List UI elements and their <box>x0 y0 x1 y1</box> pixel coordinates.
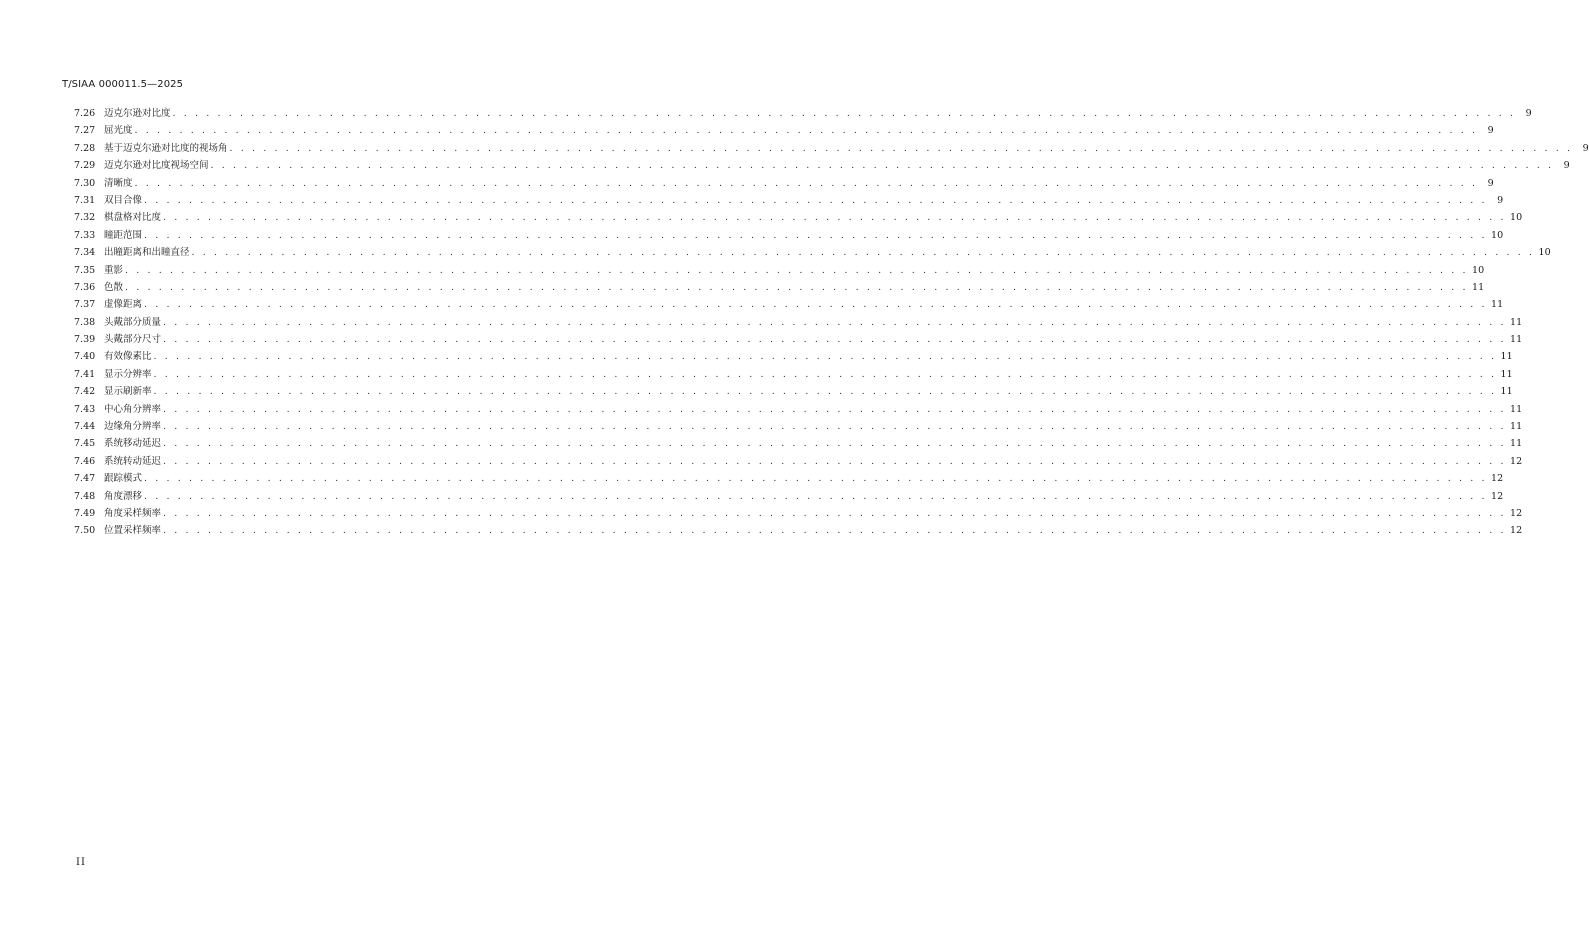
toc-entry[interactable] <box>74 140 1589 157</box>
toc-dot-leader: . . . . . . . . . . . . . . . . . . . . . . . . . . . . . . . . . . . . . . . . . . . . . . . . . . . . . . . . . . . . . . . . . . . . . . . . . . . . . . . . . . . . . . . . . . . . . . . . . . . . . . . . . . . . . . . . . . . . . . . . <box>125 281 1469 293</box>
toc-entry[interactable] <box>74 383 1513 400</box>
toc-entry-page: 11 <box>1500 351 1513 363</box>
toc-entry-title: 清晰度 <box>104 177 133 189</box>
toc-entry-title: 跟踪模式 <box>104 473 143 485</box>
toc-dot-leader: . . . . . . . . . . . . . . . . . . . . . . . . . . . . . . . . . . . . . . . . . . . . . . . . . . . . . . . . . . . . . . . . . . . . . . . . . . . . . . . . . . . . . . . . . . . . . . . . . . . . . . . . . . . . . . . . . . . . . . . . <box>163 438 1507 450</box>
toc-entry-title: 位置采样频率 <box>104 525 162 537</box>
toc-dot-leader: . . . . . . . . . . . . . . . . . . . . . . . . . . . . . . . . . . . . . . . . . . . . . . . . . . . . . . . . . . . . . . . . . . . . . . . . . . . . . . . . . . . . . . . . . . . . . . . . . . . . . . . . . . . . . . . . . . . . . . . . <box>144 299 1488 311</box>
toc-dot-leader: . . . . . . . . . . . . . . . . . . . . . . . . . . . . . . . . . . . . . . . . . . . . . . . . . . . . . . . . . . . . . . . . . . . . . . . . . . . . . . . . . . . . . . . . . . . . . . . . . . . . . . . . . . . . . . . . . . . . . . . . <box>163 525 1507 537</box>
toc-entry-title: 中心角分辨率 <box>104 403 162 415</box>
toc-entry[interactable] <box>74 105 1532 122</box>
toc-entry-page: 9 <box>1487 125 1494 137</box>
toc-entry[interactable] <box>74 227 1504 244</box>
toc-entry-title: 棋盘格对比度 <box>104 212 162 224</box>
toc-entry-page: 12 <box>1491 490 1504 502</box>
toc-entry-title: 基于迈克尔逊对比度的视场角 <box>104 142 228 154</box>
toc-entry[interactable] <box>74 401 1523 418</box>
toc-entry[interactable] <box>74 366 1513 383</box>
toc-entry-number: 7.49 <box>74 507 96 519</box>
toc-entry-title: 角度采样频率 <box>104 507 162 519</box>
toc-dot-leader: . . . . . . . . . . . . . . . . . . . . . . . . . . . . . . . . . . . . . . . . . . . . . . . . . . . . . . . . . . . . . . . . . . . . . . . . . . . . . . . . . . . . . . . . . . . . . . . . . . . . . . . . . . . . . . . . . . . . . . . . <box>134 125 1478 137</box>
toc-entry[interactable] <box>74 331 1523 348</box>
toc-entry-number: 7.46 <box>74 455 96 467</box>
toc-entry[interactable] <box>74 348 1513 365</box>
toc-dot-leader: . . . . . . . . . . . . . . . . . . . . . . . . . . . . . . . . . . . . . . . . . . . . . . . . . . . . . . . . . . . . . . . . . . . . . . . . . . . . . . . . . . . . . . . . . . . . . . . . . . . . . . . . . . . . . . . . . . . . . . . . <box>163 455 1507 467</box>
toc-entry-number: 7.32 <box>74 212 96 224</box>
toc-dot-leader: . . . . . . . . . . . . . . . . . . . . . . . . . . . . . . . . . . . . . . . . . . . . . . . . . . . . . . . . . . . . . . . . . . . . . . . . . . . . . . . . . . . . . . . . . . . . . . . . . . . . . . . . . . . . . . . . . . . . . . . . <box>163 334 1507 346</box>
toc-entry[interactable] <box>74 488 1504 505</box>
toc-entry-title: 重影 <box>104 264 124 276</box>
toc-entry-page: 12 <box>1510 507 1523 519</box>
toc-entry-number: 7.41 <box>74 368 96 380</box>
toc-dot-leader: . . . . . . . . . . . . . . . . . . . . . . . . . . . . . . . . . . . . . . . . . . . . . . . . . . . . . . . . . . . . . . . . . . . . . . . . . . . . . . . . . . . . . . . . . . . . . . . . . . . . . . . . . . . . . . . . . . . . . . . . <box>163 316 1507 328</box>
toc-entry-title: 边缘角分辨率 <box>104 421 162 433</box>
toc-entry[interactable] <box>74 314 1523 331</box>
toc-entry-number: 7.43 <box>74 403 96 415</box>
toc-entry-title: 系统转动延迟 <box>104 455 162 467</box>
toc-entry[interactable] <box>74 122 1494 139</box>
toc-entry-page: 11 <box>1510 438 1523 450</box>
toc-entry-page: 11 <box>1491 299 1504 311</box>
toc-entry-title: 色散 <box>104 281 124 293</box>
toc-entry-number: 7.37 <box>74 299 96 311</box>
toc-dot-leader: . . . . . . . . . . . . . . . . . . . . . . . . . . . . . . . . . . . . . . . . . . . . . . . . . . . . . . . . . . . . . . . . . . . . . . . . . . . . . . . . . . . . . . . . . . . . . . . . . . . . . . . . . . . . . . . . . . . . . . . . <box>191 247 1535 259</box>
toc-dot-leader: . . . . . . . . . . . . . . . . . . . . . . . . . . . . . . . . . . . . . . . . . . . . . . . . . . . . . . . . . . . . . . . . . . . . . . . . . . . . . . . . . . . . . . . . . . . . . . . . . . . . . . . . . . . . . . . . . . . . . . . . <box>210 160 1554 172</box>
toc-entry-page: 9 <box>1525 108 1532 119</box>
toc-entry-title: 瞳距范围 <box>104 229 143 241</box>
toc-entry-page: 12 <box>1510 525 1523 537</box>
toc-entry-page: 9 <box>1487 177 1494 189</box>
toc-entry-page: 11 <box>1510 403 1523 415</box>
toc-entry-number: 7.28 <box>74 142 96 154</box>
toc-dot-leader: . . . . . . . . . . . . . . . . . . . . . . . . . . . . . . . . . . . . . . . . . . . . . . . . . . . . . . . . . . . . . . . . . . . . . . . . . . . . . . . . . . . . . . . . . . . . . . . . . . . . . . . . . . . . . . . . . . . . . . . . <box>144 473 1488 485</box>
toc-dot-leader: . . . . . . . . . . . . . . . . . . . . . . . . . . . . . . . . . . . . . . . . . . . . . . . . . . . . . . . . . . . . . . . . . . . . . . . . . . . . . . . . . . . . . . . . . . . . . . . . . . . . . . . . . . . . . . . . . . . . . . . . <box>163 403 1507 415</box>
toc-entry[interactable] <box>74 157 1570 174</box>
toc-dot-leader: . . . . . . . . . . . . . . . . . . . . . . . . . . . . . . . . . . . . . . . . . . . . . . . . . . . . . . . . . . . . . . . . . . . . . . . . . . . . . . . . . . . . . . . . . . . . . . . . . . . . . . . . . . . . . . . . . . . . . . . . <box>144 229 1488 241</box>
toc-entry-page: 10 <box>1472 264 1485 276</box>
toc-entry[interactable] <box>74 435 1523 452</box>
toc-entry-title: 角度漂移 <box>104 490 143 502</box>
toc-entry-number: 7.33 <box>74 229 96 241</box>
toc-entry[interactable] <box>74 453 1523 470</box>
toc-entry-number: 7.50 <box>74 525 96 537</box>
toc-entry-title: 虚像距离 <box>104 299 143 311</box>
toc-entry-title: 出瞳距离和出瞳直径 <box>104 247 190 259</box>
toc-entry-number: 7.36 <box>74 281 96 293</box>
toc-dot-leader: . . . . . . . . . . . . . . . . . . . . . . . . . . . . . . . . . . . . . . . . . . . . . . . . . . . . . . . . . . . . . . . . . . . . . . . . . . . . . . . . . . . . . . . . . . . . . . . . . . . . . . . . . . . . . . . . . . . . . . . . <box>144 490 1488 502</box>
toc-entry-title: 有效像素比 <box>104 351 152 363</box>
toc-dot-leader: . . . . . . . . . . . . . . . . . . . . . . . . . . . . . . . . . . . . . . . . . . . . . . . . . . . . . . . . . . . . . . . . . . . . . . . . . . . . . . . . . . . . . . . . . . . . . . . . . . . . . . . . . . . . . . . . . . . . . . . . <box>172 108 1516 119</box>
toc-entry-page: 11 <box>1510 334 1523 346</box>
toc-entry-number: 7.39 <box>74 334 96 346</box>
toc-entry-number: 7.42 <box>74 386 96 398</box>
toc-entry[interactable] <box>74 279 1485 296</box>
toc-entry-number: 7.35 <box>74 264 96 276</box>
toc-entry-number: 7.45 <box>74 438 96 450</box>
toc-entry[interactable] <box>74 296 1504 313</box>
toc-entry-page: 10 <box>1491 229 1504 241</box>
toc-entry-page: 9 <box>1582 142 1589 154</box>
toc-entry-title: 系统移动延迟 <box>104 438 162 450</box>
table-of-contents <box>74 105 1589 540</box>
toc-entry-page: 12 <box>1491 473 1504 485</box>
toc-entry-page: 9 <box>1497 194 1504 206</box>
toc-dot-leader: . . . . . . . . . . . . . . . . . . . . . . . . . . . . . . . . . . . . . . . . . . . . . . . . . . . . . . . . . . . . . . . . . . . . . . . . . . . . . . . . . . . . . . . . . . . . . . . . . . . . . . . . . . . . . . . . . . . . . . . . <box>153 386 1497 398</box>
toc-entry-number: 7.48 <box>74 490 96 502</box>
toc-dot-leader: . . . . . . . . . . . . . . . . . . . . . . . . . . . . . . . . . . . . . . . . . . . . . . . . . . . . . . . . . . . . . . . . . . . . . . . . . . . . . . . . . . . . . . . . . . . . . . . . . . . . . . . . . . . . . . . . . . . . . . . . <box>125 264 1469 276</box>
toc-entry-number: 7.29 <box>74 160 96 172</box>
toc-entry-number: 7.27 <box>74 125 96 137</box>
toc-entry-number: 7.38 <box>74 316 96 328</box>
toc-entry[interactable] <box>74 209 1523 226</box>
toc-entry[interactable] <box>74 262 1485 279</box>
toc-entry-page: 11 <box>1500 368 1513 380</box>
toc-entry-title: 迈克尔逊对比度 <box>104 108 171 119</box>
toc-dot-leader: . . . . . . . . . . . . . . . . . . . . . . . . . . . . . . . . . . . . . . . . . . . . . . . . . . . . . . . . . . . . . . . . . . . . . . . . . . . . . . . . . . . . . . . . . . . . . . . . . . . . . . . . . . . . . . . . . . . . . . . . <box>229 142 1573 154</box>
toc-dot-leader: . . . . . . . . . . . . . . . . . . . . . . . . . . . . . . . . . . . . . . . . . . . . . . . . . . . . . . . . . . . . . . . . . . . . . . . . . . . . . . . . . . . . . . . . . . . . . . . . . . . . . . . . . . . . . . . . . . . . . . . . <box>163 507 1507 519</box>
toc-entry-page: 12 <box>1510 455 1523 467</box>
toc-entry-number: 7.44 <box>74 421 96 433</box>
toc-entry-title: 头戴部分尺寸 <box>104 334 162 346</box>
toc-entry-number: 7.31 <box>74 194 96 206</box>
toc-entry-page: 11 <box>1472 281 1485 293</box>
toc-entry-page: 10 <box>1510 212 1523 224</box>
toc-entry[interactable] <box>74 175 1494 192</box>
toc-entry-page: 10 <box>1538 247 1551 259</box>
toc-entry-page: 9 <box>1563 160 1570 172</box>
toc-entry-number: 7.47 <box>74 473 96 485</box>
toc-entry[interactable] <box>74 192 1504 209</box>
toc-entry[interactable] <box>74 522 1523 539</box>
toc-dot-leader: . . . . . . . . . . . . . . . . . . . . . . . . . . . . . . . . . . . . . . . . . . . . . . . . . . . . . . . . . . . . . . . . . . . . . . . . . . . . . . . . . . . . . . . . . . . . . . . . . . . . . . . . . . . . . . . . . . . . . . . . <box>163 212 1507 224</box>
toc-entry[interactable] <box>74 470 1504 487</box>
toc-entry-number: 7.30 <box>74 177 96 189</box>
toc-entry-title: 显示分辨率 <box>104 368 152 380</box>
toc-dot-leader: . . . . . . . . . . . . . . . . . . . . . . . . . . . . . . . . . . . . . . . . . . . . . . . . . . . . . . . . . . . . . . . . . . . . . . . . . . . . . . . . . . . . . . . . . . . . . . . . . . . . . . . . . . . . . . . . . . . . . . . . <box>144 194 1488 206</box>
toc-dot-leader: . . . . . . . . . . . . . . . . . . . . . . . . . . . . . . . . . . . . . . . . . . . . . . . . . . . . . . . . . . . . . . . . . . . . . . . . . . . . . . . . . . . . . . . . . . . . . . . . . . . . . . . . . . . . . . . . . . . . . . . . <box>163 421 1507 433</box>
toc-entry-page: 11 <box>1510 421 1523 433</box>
toc-dot-leader: . . . . . . . . . . . . . . . . . . . . . . . . . . . . . . . . . . . . . . . . . . . . . . . . . . . . . . . . . . . . . . . . . . . . . . . . . . . . . . . . . . . . . . . . . . . . . . . . . . . . . . . . . . . . . . . . . . . . . . . . <box>153 351 1497 363</box>
toc-entry-number: 7.40 <box>74 351 96 363</box>
toc-entry-number: 7.26 <box>74 108 96 119</box>
toc-entry-number: 7.34 <box>74 247 96 259</box>
toc-entry-title: 迈克尔逊对比度视场空间 <box>104 160 209 172</box>
toc-entry-title: 头戴部分质量 <box>104 316 162 328</box>
toc-entry-title: 双目合像 <box>104 194 143 206</box>
toc-entry-title: 显示刷新率 <box>104 386 152 398</box>
toc-dot-leader: . . . . . . . . . . . . . . . . . . . . . . . . . . . . . . . . . . . . . . . . . . . . . . . . . . . . . . . . . . . . . . . . . . . . . . . . . . . . . . . . . . . . . . . . . . . . . . . . . . . . . . . . . . . . . . . . . . . . . . . . <box>153 368 1497 380</box>
toc-entry-page: 11 <box>1510 316 1523 328</box>
toc-entry-page: 11 <box>1500 386 1513 398</box>
toc-entry-title: 屈光度 <box>104 125 133 137</box>
toc-dot-leader: . . . . . . . . . . . . . . . . . . . . . . . . . . . . . . . . . . . . . . . . . . . . . . . . . . . . . . . . . . . . . . . . . . . . . . . . . . . . . . . . . . . . . . . . . . . . . . . . . . . . . . . . . . . . . . . . . . . . . . . . <box>134 177 1478 189</box>
page-number: II <box>76 857 86 868</box>
toc-entry[interactable] <box>74 244 1551 261</box>
toc-entry[interactable] <box>74 418 1523 435</box>
toc-entry[interactable] <box>74 505 1523 522</box>
document-id-header: T/SIAA 000011.5—2025 <box>62 79 184 90</box>
